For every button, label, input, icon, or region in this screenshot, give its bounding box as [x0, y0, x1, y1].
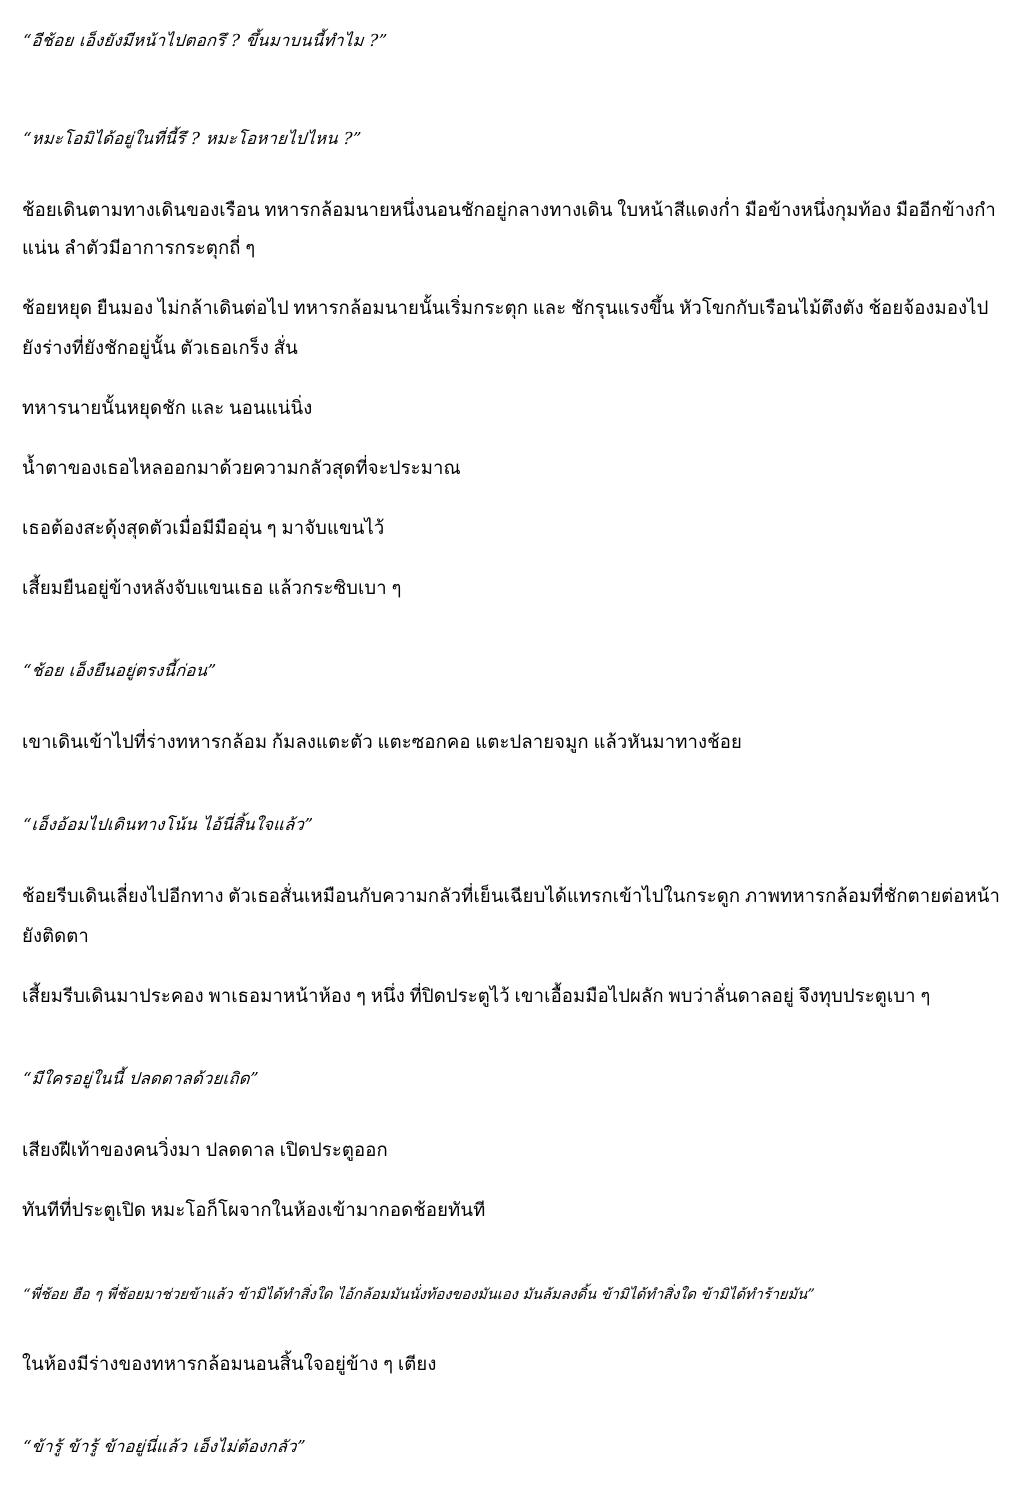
- paragraph-line: เสี้ยมยืนอยู่ข้างหลังจับแขนเธอ แล้วกระซิบเบา ๆ: [22, 579, 402, 599]
- paragraph-line: ยังร่างที่ยังชักอยู่นั้น ตัวเธอเกร็ง สั่น: [22, 339, 298, 359]
- paragraph-line: แน่น ลำตัวมีอาการกระตุกถี่ ๆ: [22, 239, 256, 259]
- dialogue-line: “อีช้อย เอ็งยังมีหน้าไปตอกรึ ? ขึ้นมาบนนี้ทำไม ?”: [22, 31, 388, 50]
- dialogue-line: “หมะโอมิได้อยู่ในที่นี้รึ ? หมะโอหายไปไหน ?”: [22, 129, 363, 148]
- paragraph-line: ทหารนายนั้นหยุดชัก และ นอนแน่นิ่ง: [22, 399, 313, 419]
- paragraph-line: ยังติดตา: [22, 927, 89, 947]
- paragraph-line: เสี้ยมรีบเดินมาประคอง พาเธอมาหน้าห้อง ๆ หนึ่ง ที่ปิดประตูไว้ เขาเอื้อมมือไปผลัก พบว่าลั่นดาลอยู่ จึงทุบประตูเบา ๆ: [22, 987, 931, 1007]
- paragraph-line: ในห้องมีร่างของทหารกล้อมนอนสิ้นใจอยู่ข้าง ๆ เตียง: [22, 1355, 437, 1375]
- paragraph-line: ช้อยรีบเดินเลี่ยงไปอีกทาง ตัวเธอสั่นเหมือนกับความกลัวที่เย็นเฉียบได้แทรกเข้าไปในกระดูก ภาพทหารกล้อมที่ชักตายต่อหน้า: [22, 887, 1001, 907]
- paragraph-line: เธอต้องสะดุ้งสุดตัวเมื่อมีมืออุ่น ๆ มาจับแขนไว้: [22, 519, 385, 539]
- paragraph-line: เขาเดินเข้าไปที่ร่างทหารกล้อม ก้มลงแตะตัว แตะซอกคอ แตะปลายจมูก แล้วหันมาทางช้อย: [22, 733, 742, 753]
- dialogue-line: “เอ็งอ้อมไปเดินทางโน้น ไอ้นี่สิ้นใจแล้ว”: [22, 815, 314, 834]
- paragraph-line: เสียงฝีเท้าของคนวิ่งมา ปลดดาล เปิดประตูออก: [22, 1141, 388, 1161]
- dialogue-line: “มีใครอยู่ในนี้ ปลดดาลด้วยเถิด”: [22, 1069, 260, 1088]
- paragraph-line: ช้อยหยุด ยืนมอง ไม่กล้าเดินต่อไป ทหารกล้อมนายนั้นเริ่มกระตุก และ ชักรุนแรงขึ้น หัวโขกกับเรือนไม้ตึงตัง ช้อยจ้องมองไป: [22, 299, 989, 319]
- dialogue-line: “พี่ช้อย ฮือ ๆ พี่ช้อยมาช่วยข้าแล้ว ข้ามิได้ทำสิ่งใด ไอ้กล้อมมันนั่งท้องของมันเอง มันล้มลงดิ้น ข้ามิได้ทำสิ่งใด ข้ามิได้ทำร้ายมัน”: [22, 1286, 816, 1303]
- paragraph-line: ทันทีที่ประตูเปิด หมะโอก็โผจากในห้องเข้ามากอดช้อยทันที: [22, 1201, 486, 1221]
- dialogue-line: “ช้อย เอ็งยืนอยู่ตรงนี้ก่อน”: [22, 661, 217, 680]
- paragraph-line: น้ำตาของเธอไหลออกมาด้วยความกลัวสุดที่จะประมาณ: [22, 459, 461, 479]
- dialogue-line: “ข้ารู้ ข้ารู้ ข้าอยู่นี่แล้ว เอ็งไม่ต้องกลัว”: [22, 1437, 307, 1456]
- paragraph-line: ช้อยเดินตามทางเดินของเรือน ทหารกล้อมนายหนึ่งนอนชักอยู่กลางทางเดิน ใบหน้าสีแดงก่ำ มือข้างหนึ่งกุมท้อง มืออีกข้างกำ: [22, 201, 996, 221]
